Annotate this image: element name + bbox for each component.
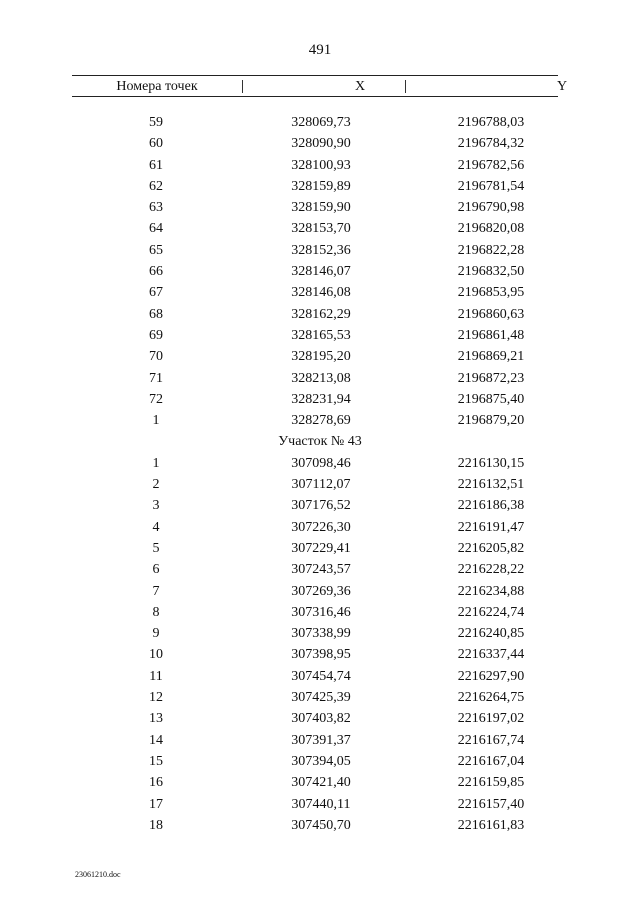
y-coordinate: 2196790,98 — [457, 200, 525, 216]
x-coordinate: 328159,90 — [291, 200, 351, 216]
table-row — [0, 133, 640, 154]
y-coordinate: 2196781,54 — [457, 178, 525, 194]
y-coordinate: 2216337,44 — [457, 647, 525, 663]
x-coordinate: 328069,73 — [291, 115, 351, 130]
table-row — [0, 261, 640, 282]
x-coordinate: 307269,36 — [291, 583, 351, 599]
table-row — [0, 240, 640, 261]
y-coordinate: 2216186,38 — [457, 498, 525, 514]
y-coordinate: 2216197,02 — [457, 711, 525, 727]
x-coordinate: 307398,95 — [291, 647, 351, 663]
y-coordinate: 2196879,20 — [457, 413, 525, 429]
y-coordinate: 2216224,74 — [457, 604, 525, 620]
table-row — [0, 453, 640, 474]
point-number: 17 — [149, 796, 163, 812]
table-row — [0, 517, 640, 538]
table-row — [0, 474, 640, 495]
x-coordinate: 307391,37 — [291, 732, 351, 748]
y-coordinate: 2216264,75 — [457, 690, 525, 706]
header-y: Y — [556, 79, 568, 94]
table-row — [0, 581, 640, 602]
y-coordinate: 2216167,74 — [457, 732, 525, 748]
table-row — [0, 112, 640, 133]
x-coordinate: 328231,94 — [291, 391, 351, 407]
y-coordinate: 2196861,48 — [457, 327, 525, 343]
x-coordinate: 328165,53 — [291, 327, 351, 343]
header-x: X — [354, 79, 366, 94]
point-number: 67 — [149, 285, 163, 301]
point-number: 5 — [152, 540, 160, 556]
header-bottom-rule — [72, 96, 558, 97]
x-coordinate: 328213,08 — [291, 370, 351, 386]
x-coordinate: 328146,08 — [291, 285, 351, 301]
point-number: 11 — [149, 668, 163, 684]
point-number: 71 — [149, 370, 163, 386]
table-row — [0, 794, 640, 815]
x-coordinate: 307229,41 — [291, 540, 351, 556]
x-coordinate: 328159,89 — [291, 178, 351, 194]
table-row — [0, 772, 640, 793]
x-coordinate: 307440,11 — [291, 796, 351, 812]
point-number: 15 — [149, 753, 163, 769]
section-row — [0, 431, 640, 452]
point-number: 10 — [149, 647, 163, 663]
header-points: Номера точек — [116, 79, 198, 94]
table-row — [0, 559, 640, 580]
y-coordinate: 2216228,22 — [457, 562, 525, 578]
point-number: 18 — [149, 817, 163, 833]
table-row — [0, 368, 640, 389]
y-coordinate: 2196788,03 — [457, 115, 525, 130]
point-number: 69 — [149, 327, 163, 343]
x-coordinate: 307425,39 — [291, 690, 351, 706]
table-row — [0, 730, 640, 751]
point-number: 2 — [152, 477, 160, 493]
section-title: Участок № 43 — [278, 434, 362, 450]
point-number: 61 — [149, 157, 163, 173]
point-number: 16 — [149, 775, 163, 791]
x-coordinate: 307403,82 — [291, 711, 351, 727]
table-row — [0, 346, 640, 367]
y-coordinate: 2196853,95 — [457, 285, 525, 301]
y-coordinate: 2196872,23 — [457, 370, 525, 386]
x-coordinate: 328146,07 — [291, 264, 351, 280]
table-row — [0, 644, 640, 665]
point-number: 4 — [152, 519, 160, 535]
table-row — [0, 602, 640, 623]
table-row — [0, 751, 640, 772]
table-row — [0, 687, 640, 708]
y-coordinate: 2216205,82 — [457, 540, 525, 556]
y-coordinate: 2216161,83 — [457, 817, 525, 833]
y-coordinate: 2196869,21 — [457, 349, 525, 365]
header-separator — [405, 80, 406, 93]
point-number: 12 — [149, 690, 163, 706]
y-coordinate: 2216240,85 — [457, 626, 525, 642]
x-coordinate: 307338,99 — [291, 626, 351, 642]
y-coordinate: 2216159,85 — [457, 775, 525, 791]
y-coordinate: 2216167,04 — [457, 753, 525, 769]
x-coordinate: 328100,93 — [291, 157, 351, 173]
table-row — [0, 176, 640, 197]
x-coordinate: 328153,70 — [291, 221, 351, 237]
x-coordinate: 307394,05 — [291, 753, 351, 769]
x-coordinate: 307316,46 — [291, 604, 351, 620]
table-row — [0, 218, 640, 239]
point-number: 65 — [149, 242, 163, 258]
point-number: 6 — [152, 562, 160, 578]
file-footer: 23061210.doc — [75, 870, 121, 879]
table-row — [0, 389, 640, 410]
point-number: 8 — [152, 604, 160, 620]
y-coordinate: 2196782,56 — [457, 157, 525, 173]
table-row — [0, 538, 640, 559]
point-number: 1 — [152, 413, 160, 429]
coordinates-table — [0, 112, 640, 836]
point-number: 63 — [149, 200, 163, 216]
table-row — [0, 410, 640, 431]
x-coordinate: 328195,20 — [291, 349, 351, 365]
x-coordinate: 328162,29 — [291, 306, 351, 322]
table-row — [0, 155, 640, 176]
header-top-rule — [72, 75, 558, 76]
y-coordinate: 2216157,40 — [457, 796, 525, 812]
table-header — [72, 77, 568, 96]
point-number: 9 — [152, 626, 160, 642]
x-coordinate: 307226,30 — [291, 519, 351, 535]
x-coordinate: 307454,74 — [291, 668, 351, 684]
y-coordinate: 2196820,08 — [457, 221, 525, 237]
y-coordinate: 2216234,88 — [457, 583, 525, 599]
table-row — [0, 304, 640, 325]
y-coordinate: 2216191,47 — [457, 519, 525, 535]
x-coordinate: 307098,46 — [291, 455, 351, 471]
y-coordinate: 2196875,40 — [457, 391, 525, 407]
point-number: 1 — [152, 455, 160, 471]
y-coordinate: 2196784,32 — [457, 136, 525, 152]
table-row — [0, 495, 640, 516]
point-number: 59 — [149, 115, 163, 130]
point-number: 13 — [149, 711, 163, 727]
table-row — [0, 623, 640, 644]
x-coordinate: 307243,57 — [291, 562, 351, 578]
x-coordinate: 307421,40 — [291, 775, 351, 791]
y-coordinate: 2196832,50 — [457, 264, 525, 280]
x-coordinate: 307450,70 — [291, 817, 351, 833]
y-coordinate: 2216132,51 — [457, 477, 525, 493]
x-coordinate: 307176,52 — [291, 498, 351, 514]
table-row — [0, 197, 640, 218]
y-coordinate: 2216130,15 — [457, 455, 525, 471]
y-coordinate: 2216297,90 — [457, 668, 525, 684]
page-number: 491 — [308, 42, 332, 58]
x-coordinate: 328278,69 — [291, 413, 351, 429]
point-number: 72 — [149, 391, 163, 407]
point-number: 66 — [149, 264, 163, 280]
y-coordinate: 2196860,63 — [457, 306, 525, 322]
point-number: 3 — [152, 498, 160, 514]
table-row — [0, 708, 640, 729]
point-number: 14 — [149, 732, 163, 748]
point-number: 7 — [152, 583, 160, 599]
point-number: 68 — [149, 306, 163, 322]
x-coordinate: 307112,07 — [291, 477, 351, 493]
y-coordinate: 2196822,28 — [457, 242, 525, 258]
point-number: 64 — [149, 221, 163, 237]
point-number: 60 — [149, 136, 163, 152]
point-number: 62 — [149, 178, 163, 194]
table-row — [0, 815, 640, 836]
table-row — [0, 666, 640, 687]
point-number: 70 — [149, 349, 163, 365]
x-coordinate: 328152,36 — [291, 242, 351, 258]
table-row — [0, 282, 640, 303]
x-coordinate: 328090,90 — [291, 136, 351, 152]
table-row — [0, 325, 640, 346]
